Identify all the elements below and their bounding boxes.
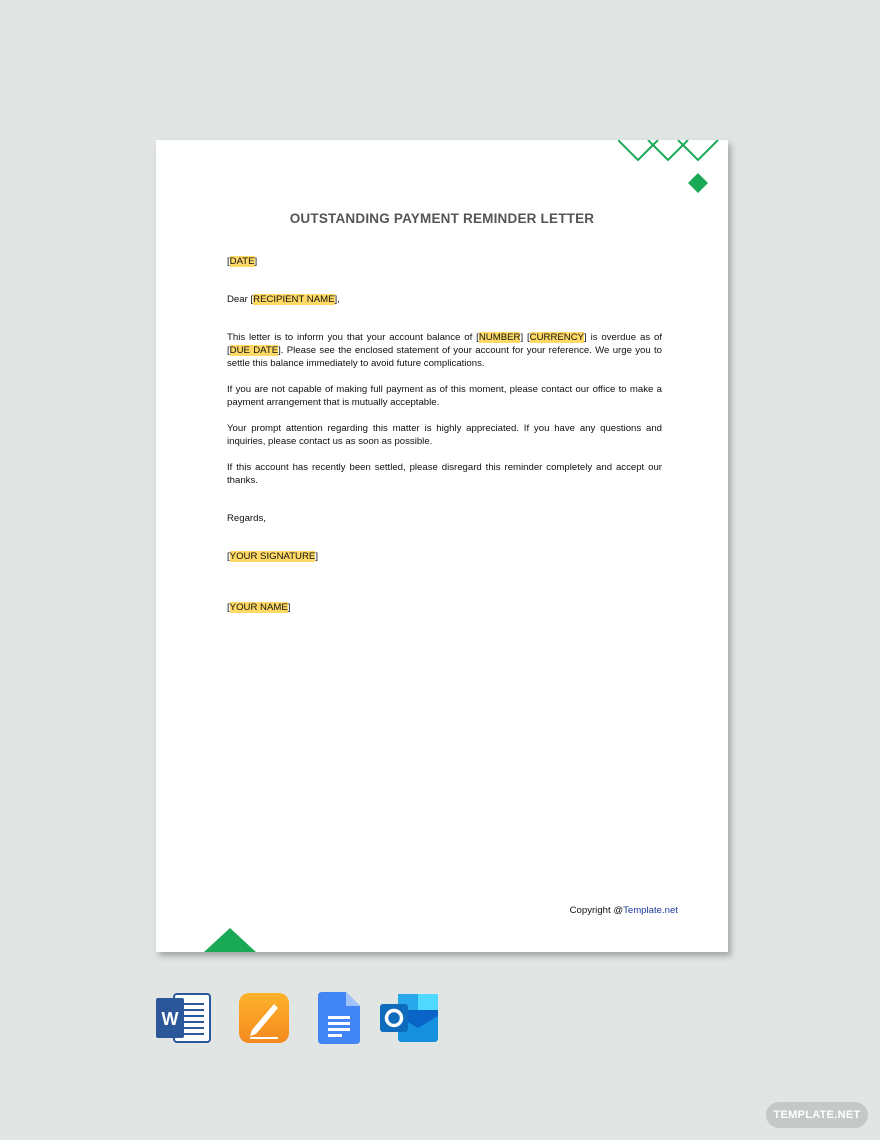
word-icon[interactable] — [156, 992, 212, 1044]
paragraph-1: This letter is to inform you that your account balance of [NUMBER] [CURRENCY] is overdue as of [DUE DATE]. Please see the enclosed statement of your account for your reference. We urge you to settle this balance immediately to avoid future complications. — [227, 332, 663, 369]
copyright-link[interactable]: Template.net — [623, 905, 678, 916]
svg-text:W: W — [161, 1009, 179, 1029]
signature-placeholder: YOUR SIGNATURE — [229, 551, 316, 562]
pages-icon[interactable] — [238, 992, 290, 1044]
template-net-badge[interactable]: TEMPLATE.NET — [766, 1102, 868, 1128]
outlook-icon[interactable] — [378, 992, 440, 1044]
salutation: Dear [RECIPIENT NAME], — [227, 294, 340, 305]
date-placeholder: DATE — [229, 256, 255, 267]
currency-placeholder: CURRENCY — [529, 332, 585, 343]
closing: Regards, — [227, 513, 266, 524]
date-line: [DATE] — [227, 256, 258, 267]
format-icons — [0, 992, 880, 1044]
name-placeholder: YOUR NAME — [229, 602, 288, 613]
name-line: [YOUR NAME] — [227, 602, 291, 613]
number-placeholder: NUMBER — [478, 332, 521, 343]
diamond-decoration-icon — [618, 140, 728, 200]
copyright: Copyright @Template.net — [569, 905, 678, 916]
document-title: OUTSTANDING PAYMENT REMINDER LETTER — [289, 211, 595, 226]
paragraph-4: If this account has recently been settled, please disregard this reminder completely and accept our thanks. — [227, 462, 662, 486]
recipient-placeholder: RECIPIENT NAME — [253, 294, 335, 305]
signature-line: [YOUR SIGNATURE] — [227, 551, 318, 562]
document-page — [156, 140, 728, 952]
paragraph-2: If you are not capable of making full payment as of this moment, please contact our office to make a payment arrangement that is mutually acceptable. — [227, 384, 662, 408]
due-date-placeholder: DUE DATE — [229, 345, 279, 356]
triangle-decoration-icon — [204, 926, 256, 952]
paragraph-3: Your prompt attention regarding this matter is highly appreciated. If you have any questions and inquiries, please contact us as soon as possible. — [227, 423, 662, 447]
google-docs-icon[interactable] — [318, 992, 360, 1044]
